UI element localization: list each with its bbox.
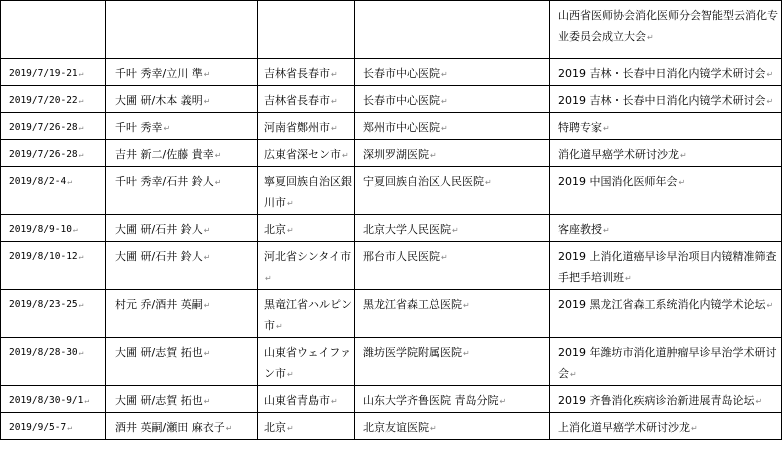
date-cell-text: 2019/8/28-30 [9,347,78,358]
location-cell [258,140,355,167]
date-cell-text: 2019/7/26-28 [9,122,78,133]
paragraph-mark-icon: ↵ [78,348,84,357]
paragraph-mark-icon: ↵ [691,424,698,433]
paragraph-mark-icon: ↵ [766,97,774,106]
hospital-cell-text: 潍坊医学院附属医院 [363,346,462,359]
paragraph-mark-icon: ↵ [603,124,610,133]
hospital-cell-text: 黑龙江省森工总医院 [363,298,462,311]
date-cell [1,86,106,113]
paragraph-mark-icon: ↵ [570,370,577,379]
location-cell-text: 北京 [264,421,286,434]
event-cell [550,167,782,215]
date-cell [1,242,106,290]
paragraph-mark-icon: ↵ [441,70,448,79]
people-cell [106,140,258,167]
event-cell [550,338,782,386]
table-row [1,167,782,215]
date-cell [1,1,106,59]
table-row [1,290,782,338]
table-row [1,59,782,86]
table-row [1,86,782,113]
people-cell [106,290,258,338]
hospital-cell-text: 宁夏回族自治区人民医院 [363,175,484,188]
hospital-cell [355,1,550,59]
people-cell-text: 大圃 研/志賀 拓也 [115,394,203,407]
location-cell-text: 北京 [264,223,286,236]
event-cell-text: 客座教授 [558,223,602,236]
event-cell [550,1,782,59]
people-cell [106,167,258,215]
location-cell [258,413,355,440]
event-cell [550,290,782,338]
paragraph-mark-icon: ↵ [78,123,84,132]
event-cell [550,113,782,140]
paragraph-mark-icon: ↵ [287,370,294,379]
hospital-cell-text: 长春市中心医院 [363,94,440,107]
hospital-cell-text: 北京大学人民医院 [363,223,451,236]
date-cell-text: 2019/7/26-28 [9,149,78,160]
people-cell [106,113,258,140]
event-cell [550,215,782,242]
location-cell [258,242,355,290]
people-cell [106,338,258,386]
paragraph-mark-icon: ↵ [203,301,211,310]
paragraph-mark-icon: ↵ [203,97,211,106]
people-cell-text: 酒井 英嗣/瀬田 麻衣子 [115,421,225,434]
people-cell [106,59,258,86]
event-cell [550,140,782,167]
event-cell-text: 2019 中国消化医师年会 [558,175,678,188]
event-cell [550,86,782,113]
people-cell-text: 千叶 秀幸/石井 鈴人 [115,175,214,188]
hospital-cell [355,413,550,440]
location-cell [258,1,355,59]
event-cell [550,386,782,413]
location-cell-text: 黒竜江省ハルピン市 [264,298,352,332]
paragraph-mark-icon: ↵ [203,397,211,406]
table-row [1,413,782,440]
event-cell-text: 2019 齐鲁消化疾病诊治新进展青岛论坛 [558,394,755,407]
paragraph-mark-icon: ↵ [331,397,338,406]
hospital-cell-text: 郑州市中心医院 [363,121,440,134]
hospital-cell [355,242,550,290]
paragraph-mark-icon: ↵ [678,178,686,187]
paragraph-mark-icon: ↵ [287,226,294,235]
date-cell [1,215,106,242]
people-cell [106,386,258,413]
event-cell-text: 特聘专家 [558,121,602,134]
paragraph-mark-icon: ↵ [766,301,774,310]
paragraph-mark-icon: ↵ [78,300,84,309]
paragraph-mark-icon: ↵ [203,70,211,79]
paragraph-mark-icon: ↵ [485,178,492,187]
hospital-cell [355,215,550,242]
date-cell [1,413,106,440]
table-row [1,215,782,242]
paragraph-mark-icon: ↵ [78,69,84,78]
hospital-cell [355,290,550,338]
people-cell [106,242,258,290]
event-cell [550,242,782,290]
date-cell [1,113,106,140]
date-cell-text: 2019/8/10-12 [9,251,78,262]
table-row [1,386,782,413]
paragraph-mark-icon: ↵ [163,124,171,133]
hospital-cell-text: 北京友谊医院 [363,421,429,434]
event-cell-text: 上消化道早癌学术研讨沙龙 [558,421,690,434]
people-cell-text: 千叶 秀幸 [115,121,163,134]
event-cell-text: 2019 年潍坊市消化道肿瘤早诊早治学术研讨会 [558,346,777,380]
paragraph-mark-icon: ↵ [647,33,654,42]
location-cell [258,215,355,242]
event-cell-text: 2019 上消化道癌早诊早治项目内镜精准筛查手把手培训班 [558,250,777,284]
date-cell-text: 2019/8/23-25 [9,299,78,310]
location-cell-text: 吉林省長春市 [264,94,330,107]
paragraph-mark-icon: ↵ [625,274,632,283]
people-cell [106,86,258,113]
event-cell-text: 2019 吉林・长春中日消化内镜学术研讨会 [558,94,766,107]
date-cell-text: 2019/7/19-21 [9,68,78,79]
paragraph-mark-icon: ↵ [265,274,272,283]
paragraph-mark-icon: ↵ [276,322,283,331]
people-cell-text: 大圃 研/石井 鈴人 [115,223,203,236]
hospital-cell [355,386,550,413]
hospital-cell [355,338,550,386]
location-cell [258,290,355,338]
location-cell-text: 吉林省長春市 [264,67,330,80]
paragraph-mark-icon: ↵ [766,70,774,79]
people-cell [106,215,258,242]
date-cell [1,59,106,86]
paragraph-mark-icon: ↵ [755,397,763,406]
people-cell-text: 大圃 研/石井 鈴人 [115,250,203,263]
paragraph-mark-icon: ↵ [214,178,222,187]
people-cell [106,1,258,59]
location-cell [258,167,355,215]
people-cell-text: 大圃 研/木本 義明 [115,94,203,107]
hospital-cell [355,167,550,215]
event-cell-text: 2019 黑龙江省森工系统消化内镜学术论坛 [558,298,766,311]
paragraph-mark-icon: ↵ [84,396,90,405]
event-cell-text: 2019 吉林・长春中日消化内镜学术研讨会 [558,67,766,80]
location-cell [258,113,355,140]
paragraph-mark-icon: ↵ [463,349,470,358]
event-cell-text: 消化道早癌学术研讨沙龙 [558,148,679,161]
paragraph-mark-icon: ↵ [452,226,459,235]
paragraph-mark-icon: ↵ [441,97,448,106]
people-cell-text: 千叶 秀幸/立川 準 [115,67,203,80]
event-cell [550,413,782,440]
location-cell-text: 山東省青島市 [264,394,330,407]
paragraph-mark-icon: ↵ [214,151,222,160]
date-cell-text: 2019/8/30-9/1 [9,395,84,406]
paragraph-mark-icon: ↵ [78,150,84,159]
paragraph-mark-icon: ↵ [287,424,294,433]
paragraph-mark-icon: ↵ [430,151,437,160]
paragraph-mark-icon: ↵ [67,423,73,432]
people-cell [106,413,258,440]
paragraph-mark-icon: ↵ [499,397,507,406]
people-cell-text: 村元 乔/酒井 英嗣 [115,298,203,311]
table-row [1,140,782,167]
event-cell-text: 山西省医师协会消化医师分会智能型云消化专业委员会成立大会 [558,9,778,43]
date-cell [1,386,106,413]
paragraph-mark-icon: ↵ [680,151,687,160]
location-cell-text: 寧夏回族自治区銀川市 [264,175,352,209]
paragraph-mark-icon: ↵ [225,424,233,433]
paragraph-mark-icon: ↵ [72,225,78,234]
people-cell-text: 吉井 新二/佐藤 貴幸 [115,148,214,161]
date-cell [1,140,106,167]
paragraph-mark-icon: ↵ [203,226,211,235]
location-cell-text: 河北省シンタイ市 [264,250,352,263]
hospital-cell-text: 长春市中心医院 [363,67,440,80]
location-cell-text: 山東省ウェイファン市 [264,346,352,380]
hospital-cell-text: 邢台市人民医院 [363,250,440,263]
hospital-cell [355,59,550,86]
paragraph-mark-icon: ↵ [430,424,437,433]
schedule-table-body [1,1,782,440]
location-cell [258,59,355,86]
hospital-cell [355,86,550,113]
paragraph-mark-icon: ↵ [441,124,448,133]
table-row [1,113,782,140]
date-cell [1,290,106,338]
paragraph-mark-icon: ↵ [441,253,448,262]
paragraph-mark-icon: ↵ [203,253,211,262]
location-cell-text: 広東省深セン市 [264,148,341,161]
date-cell [1,338,106,386]
paragraph-mark-icon: ↵ [203,349,211,358]
location-cell [258,338,355,386]
table-row [1,1,782,59]
paragraph-mark-icon: ↵ [463,301,470,310]
people-cell-text: 大圃 研/志賀 拓也 [115,346,203,359]
paragraph-mark-icon: ↵ [342,151,349,160]
hospital-cell [355,140,550,167]
hospital-cell-text: 深圳罗湖医院 [363,148,429,161]
location-cell-text: 河南省鄭州市 [264,121,330,134]
location-cell [258,86,355,113]
paragraph-mark-icon: ↵ [331,97,338,106]
paragraph-mark-icon: ↵ [287,199,294,208]
date-cell-text: 2019/7/20-22 [9,95,78,106]
date-cell [1,167,106,215]
date-cell-text: 2019/9/5-7 [9,422,67,433]
date-cell-text: 2019/8/2-4 [9,176,67,187]
hospital-cell [355,113,550,140]
paragraph-mark-icon: ↵ [78,252,84,261]
table-row [1,242,782,290]
paragraph-mark-icon: ↵ [67,177,73,186]
paragraph-mark-icon: ↵ [331,124,338,133]
date-cell-text: 2019/8/9-10 [9,224,72,235]
location-cell [258,386,355,413]
table-row [1,338,782,386]
event-cell [550,59,782,86]
hospital-cell-text: 山东大学齐鲁医院 青岛分院 [363,394,499,407]
paragraph-mark-icon: ↵ [78,96,84,105]
paragraph-mark-icon: ↵ [603,226,610,235]
paragraph-mark-icon: ↵ [331,70,338,79]
